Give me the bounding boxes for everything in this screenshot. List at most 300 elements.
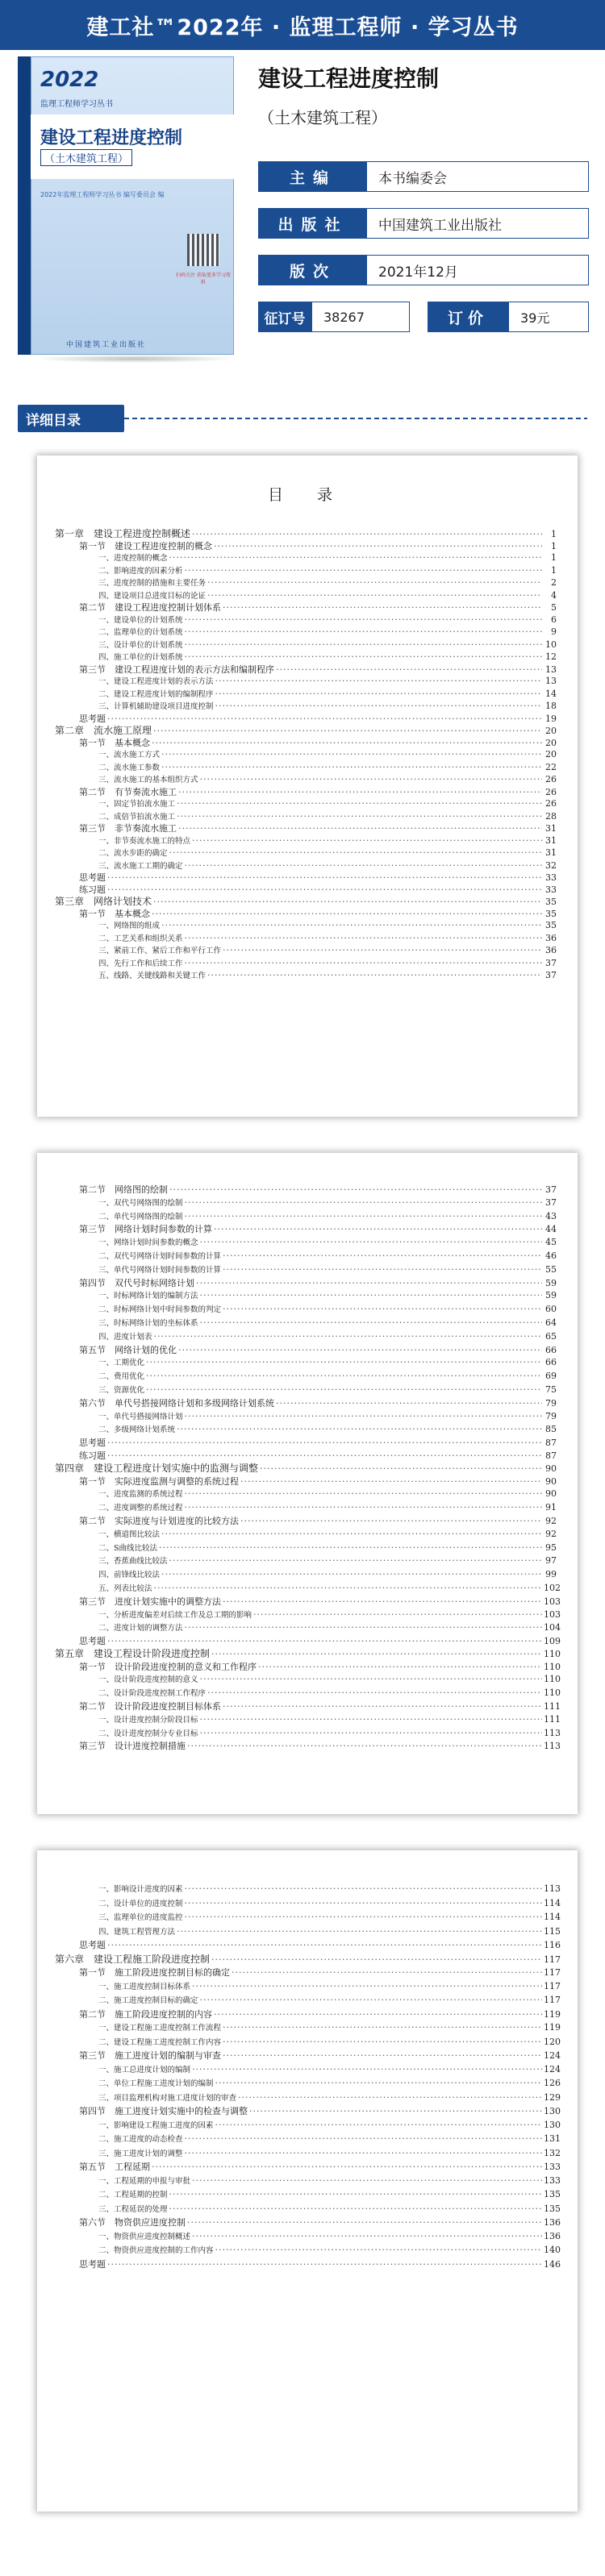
toc-leader-dots [223, 1700, 542, 1713]
toc-entry-page: 14 [545, 688, 557, 699]
toc-entry [55, 1196, 557, 1210]
toc-list [37, 528, 578, 983]
toc-entry [55, 1939, 561, 1953]
toc-entry-title: 第二节 建设工程进度控制计划体系 [79, 602, 221, 613]
toc-entry-page: 20 [545, 737, 557, 748]
toc-entry-page: 79 [545, 1397, 557, 1409]
toc-leader-dots [240, 1515, 542, 1528]
toc-entry-page: 35 [545, 908, 557, 919]
toc-leader-dots [200, 1673, 542, 1686]
toc-entry [55, 798, 557, 811]
toc-entry-title: 三、资源优化 [98, 1385, 145, 1395]
toc-entry-page: 124 [544, 2050, 561, 2061]
toc-entry [55, 1911, 561, 1925]
toc-entry-page: 135 [544, 2189, 561, 2199]
toc-entry-title: 一、双代号网络图的绘制 [98, 1198, 183, 1208]
toc-entry-title: 一、设计阶段进度控制的意义 [98, 1675, 198, 1685]
toc-leader-dots [211, 1648, 542, 1661]
toc-entry-title: 二、流水施工参数 [98, 763, 161, 772]
toc-entry-page: 59 [545, 1290, 557, 1301]
toc-entry-title: 三、香蕉曲线比较法 [98, 1557, 168, 1567]
section-tag-label: 详细目录 [26, 412, 81, 429]
toc-leader-dots [107, 1635, 542, 1648]
toc-entry [55, 1713, 561, 1727]
toc-entry [55, 823, 557, 835]
toc-entry-page: 6 [551, 614, 557, 625]
book-cover-image [18, 56, 234, 361]
toc-entry [55, 2119, 561, 2133]
info-value: 中国建筑工业出版社 [378, 217, 502, 234]
toc-entry-title: 二、多级网络计划系统 [98, 1425, 176, 1435]
toc-list [37, 1153, 578, 1753]
toc-entry-title: 一、非节奏流水施工的特点 [98, 836, 191, 846]
toc-entry-page: 13 [545, 664, 557, 675]
toc-leader-dots [146, 1370, 542, 1383]
toc-leader-dots [192, 529, 542, 541]
toc-entry-title: 二、时标网络计划中时间参数的判定 [98, 1305, 222, 1315]
toc-entry-page: 28 [545, 810, 557, 822]
toc-entry-page: 20 [545, 726, 557, 736]
toc-entry-page: 129 [544, 2091, 561, 2103]
toc-entry [55, 2244, 561, 2258]
toc-entry [55, 920, 557, 933]
toc-entry-title: 二、工程延期的控制 [98, 2191, 168, 2199]
info-label: 出版社 [259, 209, 367, 238]
toc-entry [55, 1528, 557, 1542]
toc-leader-dots [258, 1661, 542, 1674]
toc-leader-dots [207, 1687, 542, 1700]
toc-entry-title: 三、紧前工作、紧后工作和平行工作 [98, 947, 222, 955]
toc-entry-title: 第三节 施工进度计划的编制与审查 [79, 2050, 221, 2061]
toc-leader-dots [192, 1980, 542, 1994]
toc-leader-dots [215, 2119, 542, 2133]
toc-leader-dots [187, 1740, 542, 1753]
toc-entry-page: 1 [551, 552, 557, 563]
toc-entry-title: 二、单位工程施工进度计划的编制 [98, 2079, 214, 2088]
toc-entry [55, 835, 557, 848]
toc-entry-page: 119 [544, 2022, 561, 2033]
toc-entry-title: 一、时标网络计划的编制方法 [98, 1292, 198, 1301]
toc-entry-title: 三、时标网络计划的坐标体系 [98, 1318, 198, 1328]
toc-leader-dots [153, 897, 542, 909]
toc-entry [55, 1673, 561, 1687]
toc-entry [55, 884, 557, 897]
toc-entry-page: 117 [544, 1980, 561, 1991]
toc-leader-dots [107, 1437, 542, 1450]
toc-entry [55, 1582, 561, 1596]
toc-entry [55, 1384, 557, 1397]
toc-entry-page: 136 [544, 2217, 561, 2228]
toc-entry [55, 565, 557, 578]
toc-leader-dots [153, 726, 542, 738]
toc-entry-title: 五、列表比较法 [98, 1583, 152, 1593]
toc-entry-page: 133 [544, 2174, 561, 2186]
toc-entry-title: 一、网络图的组成 [98, 922, 161, 930]
toc-entry-page: 91 [545, 1502, 557, 1513]
toc-entry-title: 第二节 网络图的绘制 [79, 1184, 168, 1195]
toc-entry [55, 1925, 561, 1940]
toc-entry [55, 2258, 561, 2272]
toc-page-1 [37, 456, 578, 1117]
toc-entry-page: 146 [544, 2258, 561, 2270]
toc-leader-dots [192, 2174, 542, 2188]
toc-entry-title: 一、进度监测的系统过程 [98, 1490, 183, 1500]
toc-entry-title: 第一章 建设工程进度控制概述 [55, 528, 191, 539]
toc-entry-page: 120 [544, 2036, 561, 2047]
toc-entry-page: 131 [544, 2133, 561, 2144]
toc-entry [55, 945, 557, 958]
toc-entry-page: 37 [545, 1184, 557, 1195]
toc-entry-page: 37 [545, 1196, 557, 1208]
cover-qr-note: 扫码关注 获取更多学习资料 [176, 273, 231, 285]
toc-entry [55, 749, 557, 762]
toc-entry [55, 1647, 561, 1661]
toc-entry-page: 79 [545, 1410, 557, 1421]
cover-editor: 2022年监理工程师学习丛书 编写委员会 编 [40, 191, 165, 198]
toc-leader-dots [177, 1925, 542, 1939]
toc-entry [55, 552, 557, 565]
toc-entry-page: 130 [544, 2119, 561, 2130]
toc-entry [55, 1727, 561, 1741]
toc-entry [55, 1554, 557, 1568]
toc-leader-dots [223, 1303, 542, 1316]
toc-entry-page: 110 [544, 1688, 561, 1699]
toc-leader-dots [187, 2216, 542, 2230]
toc-leader-dots [200, 1994, 542, 2008]
toc-entry-title: 三、工程延误的处理 [98, 2204, 168, 2214]
toc-entry-page: 103 [544, 1608, 561, 1620]
toc-entry-title: 一、设计进度控制分阶段目标 [98, 1715, 198, 1725]
toc-entry-title: 一、工期优化 [98, 1359, 145, 1368]
toc-leader-dots [211, 1954, 542, 1967]
toc-leader-dots [161, 762, 542, 774]
toc-entry-page: 2 [551, 577, 557, 588]
toc-entry [55, 2188, 561, 2203]
toc-entry [55, 1223, 557, 1236]
toc-entry-page: 97 [545, 1555, 557, 1567]
toc-entry-page: 20 [545, 749, 557, 759]
toc-entry-page: 22 [545, 761, 557, 772]
toc-entry [55, 2216, 561, 2230]
info-value: 2021年12月 [378, 264, 458, 281]
toc-leader-dots [276, 1397, 542, 1410]
toc-entry-page: 37 [545, 957, 557, 968]
toc-entry-page: 36 [545, 932, 557, 943]
toc-leader-dots [200, 1317, 542, 1330]
toc-entry-page: 13 [545, 676, 557, 686]
toc-leader-dots [253, 1608, 542, 1621]
toc-entry-title: 思考题 [79, 2258, 106, 2270]
toc-entry-page: 136 [544, 2230, 561, 2241]
toc-entry-page: 102 [544, 1582, 561, 1593]
book-info [258, 58, 589, 327]
toc-entry-title: 思考题 [79, 1438, 106, 1449]
toc-entry [55, 1289, 557, 1303]
toc-page-2 [37, 1153, 578, 1814]
toc-leader-dots [178, 1344, 542, 1357]
toc-leader-dots [260, 1463, 542, 1475]
toc-entry [55, 2008, 561, 2022]
toc-entry-title: 第二章 流水施工原理 [55, 725, 152, 736]
toc-entry [55, 689, 557, 701]
toc-entry-title: 一、施工总进度计划的编制 [98, 2065, 191, 2075]
toc-entry [55, 1277, 557, 1290]
toc-leader-dots [215, 676, 542, 688]
toc-leader-dots [185, 860, 542, 872]
toc-entry-title: 三、流水施工的基本组织方式 [98, 776, 198, 784]
toc-entry-page: 66 [545, 1344, 557, 1355]
toc-entry [55, 602, 557, 614]
toc-leader-dots [185, 1621, 542, 1634]
cover-publisher: 中国建筑工业出版社 [66, 341, 147, 349]
toc-entry-title: 一、流水施工方式 [98, 751, 161, 759]
toc-leader-dots [200, 1236, 542, 1249]
toc-entry [55, 1344, 557, 1357]
toc-leader-dots [223, 1596, 542, 1608]
toc-entry-title: 四、进度计划表 [98, 1332, 152, 1342]
toc-leader-dots [107, 872, 542, 884]
toc-entry-title: 二、设计单位的进度控制 [98, 1899, 183, 1908]
toc-leader-dots [185, 1883, 542, 1896]
toc-leader-dots [185, 1501, 542, 1514]
toc-entry-title: 第四章 建设工程进度计划实施中的监测与调整 [55, 1462, 259, 1474]
toc-entry-page: 113 [544, 1741, 561, 1752]
toc-entry [55, 1210, 557, 1224]
toc-entry [55, 2133, 561, 2147]
toc-entry [55, 1410, 557, 1424]
toc-leader-dots [223, 1263, 542, 1276]
toc-entry-title: 一、横道图比较法 [98, 1529, 161, 1539]
toc-entry [55, 1568, 557, 1582]
toc-entry [55, 738, 557, 750]
toc-entry-page: 126 [544, 2078, 561, 2088]
toc-entry-title: 一、网络计划时间参数的概念 [98, 1238, 198, 1248]
toc-page-3 [37, 1850, 578, 2511]
book-title: 建设工程进度控制 [258, 65, 440, 92]
toc-entry-title: 二、建设工程进度计划的编制程序 [98, 689, 214, 699]
toc-entry-page: 31 [545, 847, 557, 858]
toc-entry [55, 1437, 557, 1450]
toc-entry-title: 第一节 设计阶段进度控制的意义和工作程序 [79, 1661, 257, 1672]
toc-list [37, 1850, 578, 2271]
toc-leader-dots [223, 1250, 542, 1263]
toc-entry [55, 1700, 561, 1713]
toc-leader-dots [192, 835, 542, 847]
toc-entry [55, 1501, 557, 1515]
toc-entry [55, 762, 557, 775]
toc-leader-dots [154, 1330, 542, 1343]
toc-leader-dots [107, 1939, 542, 1953]
book-subtitle: （土木建筑工程） [258, 108, 387, 127]
toc-entry-title: 第三节 建设工程进度计划的表示方法和编制程序 [79, 664, 274, 675]
toc-entry-title: 二、S曲线比较法 [98, 1543, 158, 1553]
toc-entry [55, 614, 557, 627]
info-row-editor [258, 161, 589, 192]
toc-entry-page: 66 [545, 1357, 557, 1368]
toc-entry-page: 124 [544, 2063, 561, 2075]
toc-leader-dots [185, 2133, 542, 2146]
toc-entry-page: 117 [544, 1995, 561, 2005]
toc-entry-title: 三、进度控制的措施和主要任务 [98, 579, 207, 588]
toc-entry-page: 35 [545, 920, 557, 930]
toc-leader-dots [196, 1277, 542, 1290]
toc-entry-page: 95 [545, 1542, 557, 1553]
toc-leader-dots [185, 626, 542, 639]
toc-leader-dots [152, 738, 542, 750]
toc-leader-dots [215, 689, 542, 701]
toc-entry-page: 10 [545, 639, 557, 650]
toc-entry-page: 12 [545, 651, 557, 662]
toc-entry [55, 626, 557, 639]
toc-entry [55, 1635, 561, 1648]
toc-entry [55, 1317, 557, 1330]
toc-entry [55, 1423, 557, 1437]
toc-entry-title: 第一节 基本概念 [79, 737, 150, 748]
toc-entry [55, 1883, 561, 1897]
toc-entry-title: 二、成倍节拍流水施工 [98, 812, 176, 822]
toc-entry [55, 2077, 561, 2091]
toc-entry-page: 37 [545, 970, 557, 980]
toc-leader-dots [178, 823, 542, 835]
price-value: 39元 [508, 302, 589, 332]
toc-leader-dots [185, 1410, 542, 1423]
toc-entry [55, 1370, 557, 1384]
toc-entry [55, 811, 557, 824]
toc-entry-page: 110 [544, 1648, 561, 1659]
toc-leader-dots [185, 933, 542, 945]
toc-entry-page: 117 [544, 1954, 561, 1965]
toc-entry-title: 二、影响进度的因素分析 [98, 566, 183, 576]
banner-title: 建工社™2022年 · 监理工程师 · 学习丛书 [86, 15, 519, 40]
toc-entry [55, 1263, 557, 1277]
toc-entry [55, 958, 557, 971]
toc-entry [55, 2203, 561, 2217]
toc-entry-page: 60 [545, 1304, 557, 1315]
toc-entry-page: 87 [545, 1450, 557, 1461]
toc-entry [55, 787, 557, 799]
toc-entry-page: 1 [551, 564, 557, 576]
toc-entry-page: 115 [544, 1925, 561, 1937]
toc-entry-title: 一、施工进度控制目标体系 [98, 1982, 191, 1991]
toc-leader-dots [178, 787, 542, 799]
toc-entry [55, 2230, 561, 2245]
toc-entry-page: 43 [545, 1210, 557, 1221]
toc-entry-page: 90 [545, 1463, 557, 1474]
toc-entry-title: 一、影响设计进度的因素 [98, 1885, 183, 1894]
toc-entry-page: 32 [545, 859, 557, 871]
toc-leader-dots [161, 920, 542, 932]
toc-leader-dots [223, 602, 542, 614]
toc-leader-dots [223, 945, 542, 957]
toc-entry [55, 774, 557, 787]
toc-entry-page: 26 [545, 798, 557, 809]
toc-entry-page: 132 [544, 2147, 561, 2158]
toc-entry [55, 1897, 561, 1912]
toc-entry-page: 64 [545, 1317, 557, 1328]
toc-leader-dots [159, 1542, 542, 1554]
toc-entry-title: 第三节 进度计划实施中的调整方法 [79, 1596, 221, 1607]
toc-entry [55, 2063, 561, 2078]
toc-entry-page: 110 [544, 1674, 561, 1685]
book-spine [18, 56, 31, 355]
toc-entry-title: 一、建设单位的计划系统 [98, 615, 183, 625]
toc-entry [55, 714, 557, 726]
toc-entry [55, 2105, 561, 2119]
toc-leader-dots [249, 2105, 542, 2119]
qr-code-icon [187, 234, 219, 266]
toc-entry-title: 二、进度计划的调整方法 [98, 1624, 183, 1633]
toc-entry-title: 三、监理单位的进度监控 [98, 1913, 183, 1922]
toc-entry-page: 90 [545, 1488, 557, 1500]
toc-entry-page: 69 [545, 1371, 557, 1382]
toc-entry [55, 847, 557, 860]
toc-entry [55, 896, 557, 909]
toc-entry [55, 1661, 561, 1674]
toc-leader-dots [169, 552, 542, 564]
toc-entry-title: 第六节 物资供应进度控制 [79, 2217, 186, 2228]
toc-entry-page: 75 [545, 1384, 557, 1395]
toc-entry [55, 2091, 561, 2106]
toc-entry-title: 二、物资供应进度控制的工作内容 [98, 2246, 214, 2255]
toc-entry [55, 2174, 561, 2189]
toc-entry-page: 114 [544, 1897, 561, 1908]
toc-entry-page: 33 [545, 884, 557, 895]
toc-leader-dots [185, 565, 542, 577]
toc-entry-page: 92 [545, 1528, 557, 1539]
toc-entry [55, 909, 557, 921]
toc-entry-page: 113 [544, 1883, 561, 1894]
toc-entry-page: 65 [545, 1330, 557, 1342]
toc-leader-dots [177, 811, 542, 823]
toc-entry-page: 18 [545, 701, 557, 711]
toc-entry [55, 1236, 557, 1250]
toc-entry-title: 二、监理单位的计划系统 [98, 628, 183, 637]
toc-entry-title: 四、先行工作和后续工作 [98, 959, 183, 968]
toc-entry [55, 1515, 557, 1528]
toc-entry [55, 1740, 561, 1753]
toc-leader-dots [185, 2147, 542, 2161]
toc-entry-title: 一、单代号搭接网络计划 [98, 1412, 183, 1421]
toc-entry [55, 1687, 561, 1700]
toc-leader-dots [185, 1210, 542, 1223]
book-shadow [34, 355, 236, 363]
toc-entry [55, 664, 557, 676]
toc-entry [55, 2147, 561, 2162]
info-label: 版次 [259, 256, 367, 285]
toc-entry-title: 思考题 [79, 1636, 106, 1647]
toc-entry-title: 一、分析进度偏差对后续工作及总工期的影响 [98, 1610, 252, 1620]
toc-entry-page: 36 [545, 945, 557, 955]
toc-entry-page: 116 [544, 1940, 561, 1950]
toc-entry-page: 4 [551, 589, 557, 601]
toc-entry-page: 92 [545, 1515, 557, 1526]
toc-entry-page: 119 [544, 2008, 561, 2020]
toc-leader-dots [214, 2008, 542, 2022]
toc-leader-dots [169, 1554, 542, 1567]
toc-entry-page: 31 [545, 834, 557, 846]
toc-entry-title: 一、物资供应进度控制概述 [98, 2232, 191, 2241]
toc-entry [55, 1994, 561, 2008]
toc-entry [55, 577, 557, 590]
toc-entry-title: 第四节 双代号时标网络计划 [79, 1277, 194, 1288]
toc-entry [55, 639, 557, 652]
toc-entry-title: 三、流水施工工期的确定 [98, 861, 183, 871]
toc-entry-title: 第三章 网络计划技术 [55, 896, 152, 907]
toc-entry-page: 99 [545, 1569, 557, 1580]
toc-entry-title: 三、施工进度计划的调整 [98, 2149, 183, 2158]
toc-leader-dots [276, 664, 542, 676]
toc-leader-dots [107, 1450, 542, 1463]
